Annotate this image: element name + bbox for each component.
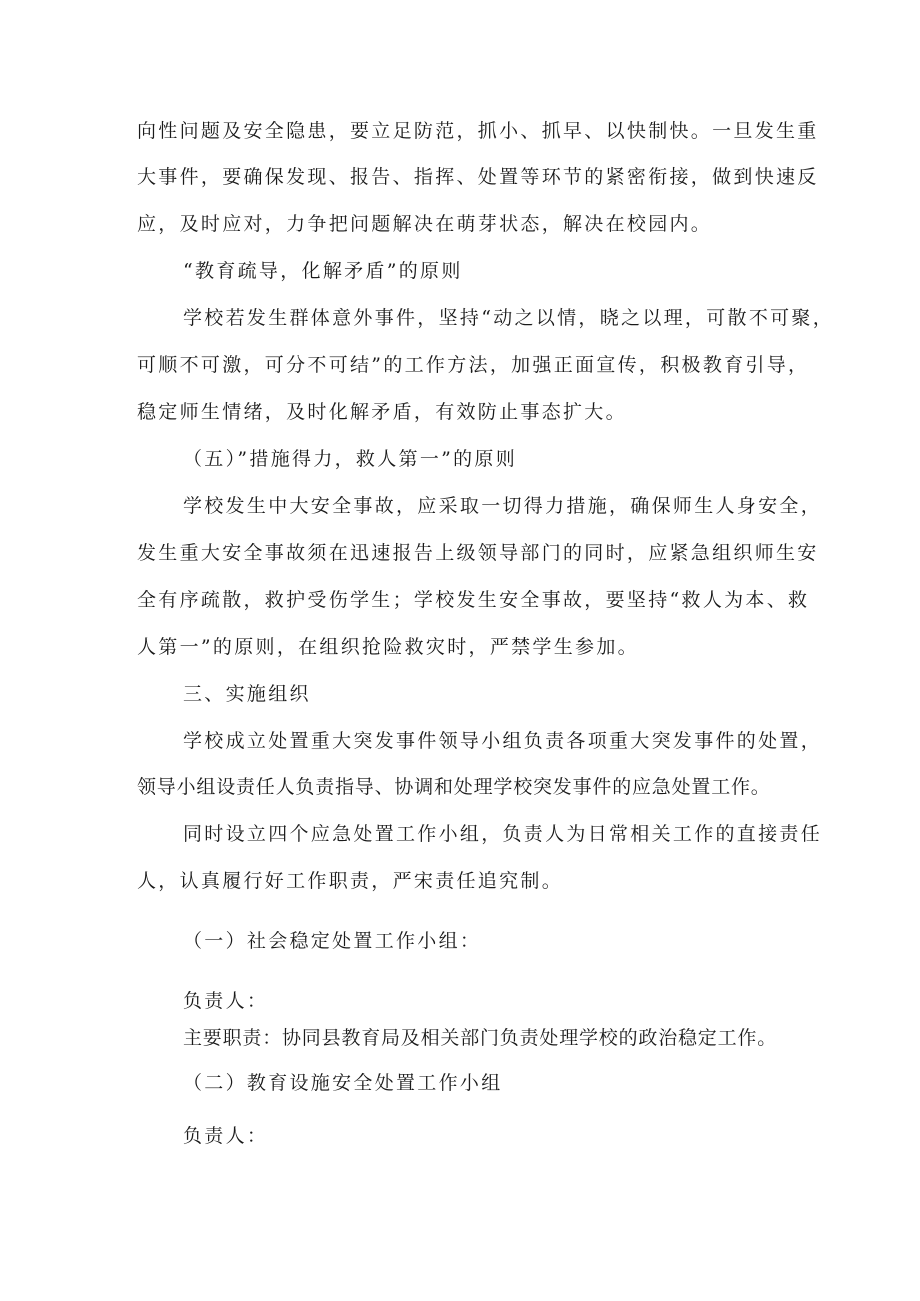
section-heading: 三、实施组织 bbox=[183, 683, 311, 705]
paragraph-line: 领导小组设责任人负责指导、协调和处理学校突发事件的应急处置工作。 bbox=[137, 776, 771, 798]
paragraph-line: 向性问题及安全隐患，要立足防范，抓小、抓早、以快制快。一旦发生重 bbox=[137, 120, 819, 142]
paragraph-line: 人，认真履行好工作职责，严宋责任追究制。 bbox=[137, 870, 564, 892]
paragraph-line: 学校发生中大安全事故，应采取一切得力措施，确保师生人身安全， bbox=[183, 495, 823, 517]
paragraph-line: 主要职责：协同县教育局及相关部门负责处理学校的政治稳定工作。 bbox=[183, 1027, 778, 1049]
section-heading: （二）教育设施安全处置工作小组 bbox=[183, 1072, 503, 1094]
paragraph-line: 学校成立处置重大突发事件领导小组负责各项重大突发事件的处置， bbox=[183, 730, 823, 752]
paragraph-line: 可顺不可激，可分不可结”的工作方法，加强正面宣传，积极教育引导， bbox=[137, 354, 810, 376]
paragraph-line: 应，及时应对，力争把问题解决在萌芽状态，解决在校园内。 bbox=[137, 213, 713, 235]
section-heading: （一）社会稳定处置工作小组： bbox=[183, 930, 482, 952]
section-heading: “教育疏导，化解矛盾”的原则 bbox=[183, 260, 463, 282]
paragraph-line: 同时设立四个应急处置工作小组，负责人为日常相关工作的直接责任 bbox=[183, 823, 823, 845]
paragraph-line: 全有序疏散，救护受伤学生；学校发生安全事故，要坚持“救人为本、救 bbox=[137, 589, 810, 611]
field-label: 负责人： bbox=[183, 1125, 269, 1147]
paragraph-line: 人第一”的原则，在组织抢险救灾时，严禁学生参加。 bbox=[137, 636, 639, 658]
section-heading: （五）”措施得力，救人第一”的原则 bbox=[183, 448, 518, 470]
paragraph-line: 学校若发生群体意外事件，坚持“动之以情，晓之以理，可散不可聚， bbox=[183, 307, 835, 329]
paragraph-line: 稳定师生情绪，及时化解矛盾，有效防止事态扩大。 bbox=[137, 401, 627, 423]
paragraph-line: 发生重大安全事故须在迅速报告上级领导部门的同时，应紧急组织师生安 bbox=[137, 542, 819, 564]
field-label: 负责人： bbox=[183, 990, 269, 1012]
paragraph-line: 大事件，要确保发现、报告、指挥、处置等环节的紧密衔接，做到快速反 bbox=[137, 166, 819, 188]
